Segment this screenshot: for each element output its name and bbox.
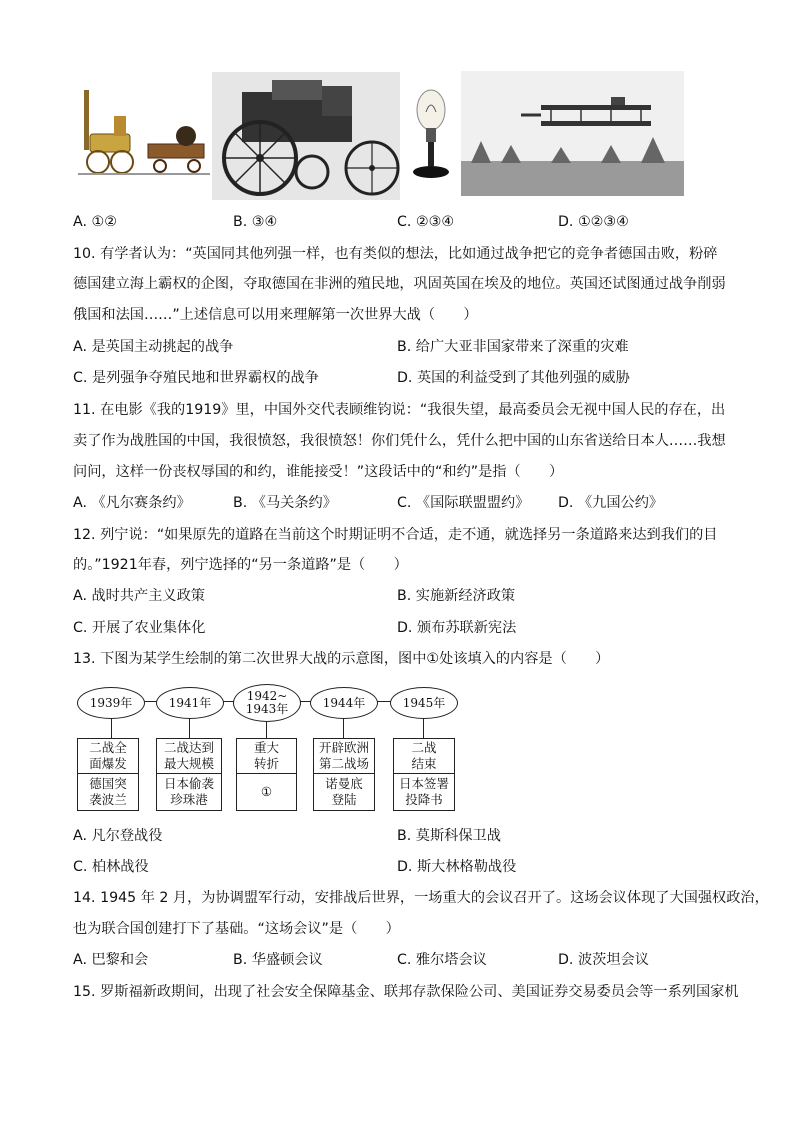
q13-stem-line1: 13. 下图为某学生绘制的第二次世界大战的示意图，图中①处该填入的内容是（ ） [73, 651, 610, 667]
timeline-year-1945: 1945年 [390, 687, 458, 719]
q12-option-a[interactable]: A. 战时共产主义政策 [73, 588, 205, 604]
q11-option-a[interactable]: A. 《凡尔赛条约》 [73, 495, 191, 511]
q12-option-c[interactable]: C. 开展了农业集体化 [73, 620, 206, 636]
light-bulb-image [402, 82, 460, 186]
q12-option-b[interactable]: B. 实施新经济政策 [397, 588, 516, 604]
timeline-event-1942-1943: 重大 转折 [236, 738, 297, 774]
q11-option-d[interactable]: D. 《九国公约》 [558, 495, 664, 511]
q10-option-b[interactable]: B. 给广大亚非国家带来了深重的灾难 [397, 339, 629, 355]
timeline-detail-1945: 日本签署 投降书 [393, 773, 455, 811]
q9-option-d[interactable]: D. ①②③④ [558, 214, 629, 230]
q11-stem-line3: 问问，这样一份丧权辱国的和约，谁能接受！”这段话中的“和约”是指（ ） [73, 464, 564, 480]
timeline-year-1941: 1941年 [156, 687, 224, 719]
q9-option-b[interactable]: B. ③④ [233, 214, 278, 230]
q14-stem-line1: 14. 1945 年 2 月，为协调盟军行动，安排战后世界，一场重大的会议召开了。这场会议体现了大国强权政治， [73, 890, 769, 906]
locomotive-image [78, 86, 210, 182]
q15-stem-line1: 15. 罗斯福新政期间，出现了社会安全保障基金、联邦存款保险公司、美国证券交易委员会等一系列国家机 [73, 984, 739, 1000]
q11-option-c[interactable]: C. 《国际联盟盟约》 [397, 495, 530, 511]
q11-stem-line2: 卖了作为战胜国的中国，我很愤怒，我很愤怒！你们凭什么，凭什么把中国的山东省送给日本人……我想 [73, 433, 726, 449]
timeline-event-1941: 二战达到 最大规模 [156, 738, 222, 774]
timeline-event-1944: 开辟欧洲 第二战场 [313, 738, 375, 774]
q14-option-b[interactable]: B. 华盛顿会议 [233, 952, 323, 968]
q10-stem-line3: 俄国和法国……”上述信息可以用来理解第一次世界大战（ ） [73, 307, 478, 323]
motor-car-image [212, 72, 400, 200]
q10-option-a[interactable]: A. 是英国主动挑起的战争 [73, 339, 234, 355]
q9-option-c[interactable]: C. ②③④ [397, 214, 455, 230]
q10-stem-line1: 10. 有学者认为：“英国同其他列强一样，也有类似的想法，比如通过战争把它的竞争者德国击败，粉碎 [73, 246, 718, 262]
q11-stem-line1: 11. 在电影《我的1919》里，中国外交代表顾维钧说：“我很失望，最高委员会无视中国人民的存在，出 [73, 402, 726, 418]
q10-stem-line2: 德国建立海上霸权的企图，夺取德国在非洲的殖民地，巩固英国在埃及的地位。英国还试图通过战争削弱 [73, 276, 726, 292]
q10-option-d[interactable]: D. 英国的利益受到了其他列强的威胁 [397, 370, 630, 386]
q13-option-d[interactable]: D. 斯大林格勒战役 [397, 859, 517, 875]
q14-option-c[interactable]: C. 雅尔塔会议 [397, 952, 487, 968]
q12-stem-line2: 的。”1921年春，列宁选择的“另一条道路”是（ ） [73, 557, 408, 573]
q12-option-d[interactable]: D. 颁布苏联新宪法 [397, 620, 517, 636]
q13-option-a[interactable]: A. 凡尔登战役 [73, 828, 163, 844]
q14-stem-line2: 也为联合国创建打下了基础。“这场会议”是（ ） [73, 921, 400, 937]
timeline-detail-1944: 诺曼底 登陆 [313, 773, 375, 811]
biplane-image [461, 71, 684, 196]
timeline-event-1939: 二战全 面爆发 [77, 738, 139, 774]
timeline-detail-1941: 日本偷袭 珍珠港 [156, 773, 222, 811]
timeline-detail-blank-1: ① [236, 773, 297, 811]
q14-option-d[interactable]: D. 波茨坦会议 [558, 952, 649, 968]
q9-option-a[interactable]: A. ①② [73, 214, 117, 230]
timeline-event-1945: 二战 结束 [393, 738, 455, 774]
timeline-year-1944: 1944年 [310, 687, 378, 719]
q14-option-a[interactable]: A. 巴黎和会 [73, 952, 149, 968]
timeline-year-1939: 1939年 [77, 687, 145, 719]
q10-option-c[interactable]: C. 是列强争夺殖民地和世界霸权的战争 [73, 370, 319, 386]
q13-option-c[interactable]: C. 柏林战役 [73, 859, 149, 875]
q12-stem-line1: 12. 列宁说：“如果原先的道路在当前这个时期证明不合适，走不通，就选择另一条道路来达到我们的目 [73, 527, 718, 543]
q13-option-b[interactable]: B. 莫斯科保卫战 [397, 828, 501, 844]
timeline-year-1942-1943: 1942~ 1943年 [233, 684, 301, 722]
q11-option-b[interactable]: B. 《马关条约》 [233, 495, 337, 511]
timeline-detail-1939: 德国突 袭波兰 [77, 773, 139, 811]
